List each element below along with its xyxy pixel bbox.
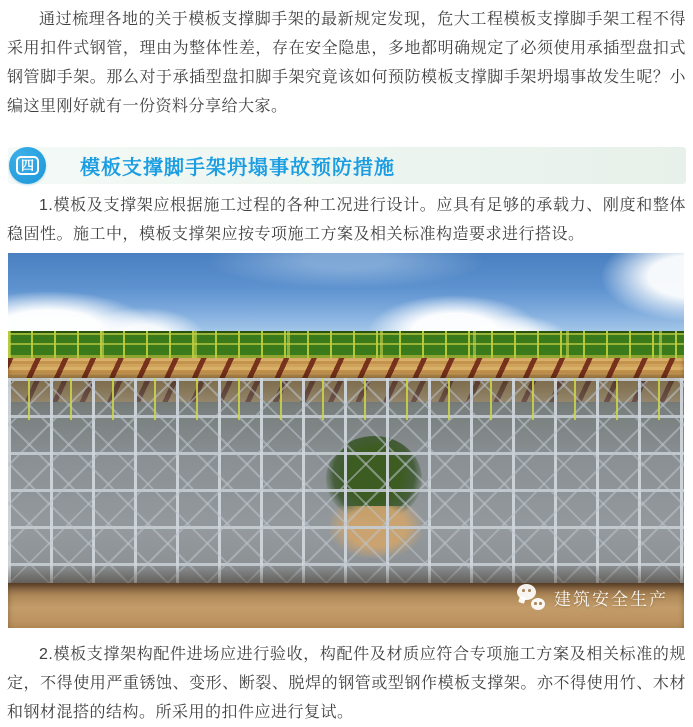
- scaffold-photo: [8, 253, 684, 628]
- yellow-tie-rods: [28, 378, 684, 420]
- wechat-icon: [517, 584, 547, 611]
- green-safety-net-band: [8, 331, 684, 358]
- section-header: [8, 147, 686, 184]
- section-title: 模板支撑脚手架坍塌事故预防措施: [80, 157, 395, 179]
- intro-paragraph: 通过梳理各地的关于模板支撑脚手架的最新规定发现，危大工程模板支撑脚手架工程不得采用扣件式钢管，理由为整体性差，存在安全隐患，多地都明确规定了必须使用承插型盘扣式钢管脚手架。那么对于承插型盘扣脚手架究竟该如何预防模板支撑脚手架坍塌事故发生呢？小编这里刚好就有一份资料分享给大家。: [7, 11, 686, 115]
- scaffold-base-shadow: [8, 565, 684, 583]
- watermark-text: 建筑安全生产: [554, 590, 668, 609]
- section-number: 四: [16, 156, 39, 175]
- point-2-paragraph: 2.模板支撑架构配件进场应进行验收，构配件及材质应符合专项施工方案及相关标准的规定，不得使用严重锈蚀、变形、断裂、脱焊的钢管或型钢作模板支撑架。亦不得使用竹、木材和钢材混搭的结构。所采用的扣件应进行复试。: [7, 646, 686, 721]
- sky: [8, 253, 684, 331]
- formwork-deck-band: [8, 358, 684, 378]
- section-number-badge: [9, 147, 46, 184]
- watermark: [517, 584, 668, 611]
- scaffold-structure: [8, 378, 684, 583]
- point-1-paragraph: 1.模板及支撑架应根据施工过程的各种工况进行设计。应具有足够的承载力、刚度和整体稳固性。施工中，模板支撑架应按专项施工方案及相关标准构造要求进行搭设。: [7, 197, 686, 243]
